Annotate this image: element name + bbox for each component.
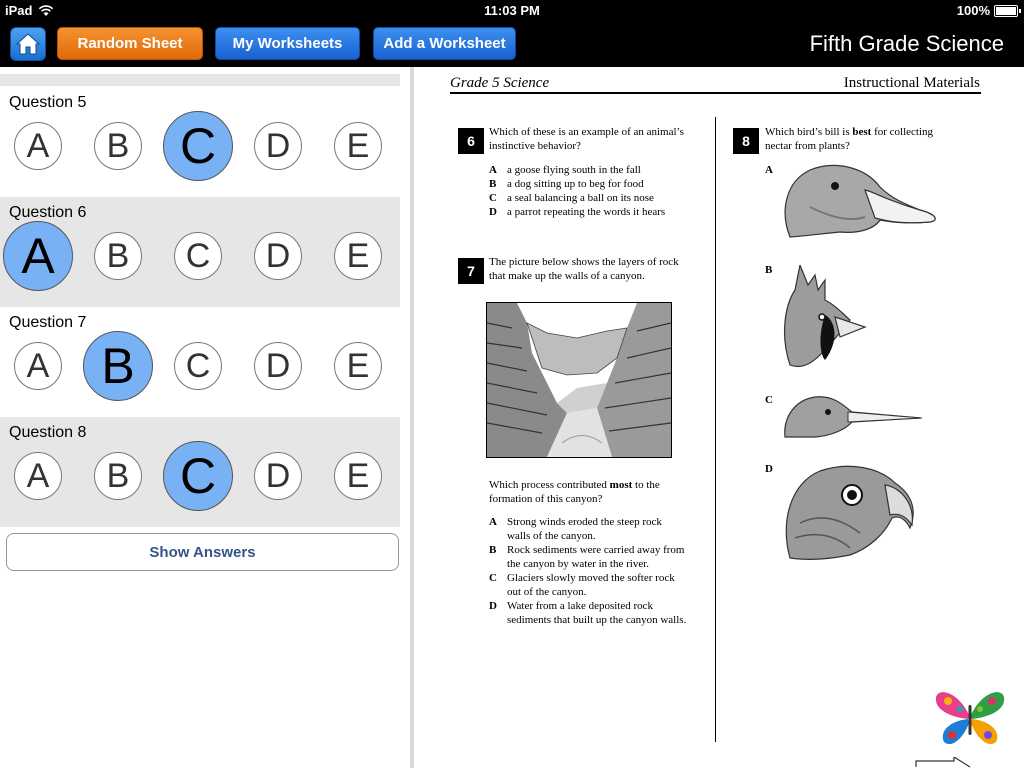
answer-letter: C <box>489 572 497 584</box>
question-text-line <box>489 478 660 492</box>
worksheet-page[interactable] <box>414 67 1024 768</box>
my-worksheets-button[interactable]: My Worksheets <box>215 27 360 60</box>
add-worksheet-button[interactable]: Add a Worksheet <box>373 27 516 60</box>
question-number-7: 7 <box>458 258 484 284</box>
toolbar <box>0 20 1024 67</box>
answer-text: Glaciers slowly moved the softer rock out of the canyon. <box>507 572 675 598</box>
question-label: Question 5 <box>9 94 87 111</box>
answer-text: Rock sediments were carried away from the canyon by water in the river. <box>507 544 685 570</box>
question-8-text <box>765 125 933 153</box>
answer-text: a parrot repeating the words it hears <box>507 206 666 218</box>
question-text-line: instinctive behavior? <box>489 140 581 152</box>
option-a-button[interactable]: A <box>14 452 62 500</box>
answer-letter: C <box>489 192 497 204</box>
option-c-button[interactable]: C <box>174 342 222 390</box>
prompt-part: Which process contributed <box>489 479 610 491</box>
option-e-button[interactable]: E <box>334 122 382 170</box>
question-text-line: Which of these is an example of an animal’s <box>489 126 684 138</box>
status-bar <box>0 0 1024 20</box>
answer-letter: B <box>489 178 497 190</box>
answer-choice <box>489 515 714 543</box>
answer-choice <box>489 571 714 599</box>
question-text-line: The picture below shows the layers of rock <box>489 256 679 268</box>
bird-option-letter: A <box>765 164 773 176</box>
canyon-illustration <box>486 302 672 458</box>
answer-text: a goose flying south in the fall <box>507 164 641 176</box>
status-time: 11:03 PM <box>484 3 540 18</box>
bird-option-letter: B <box>765 264 773 276</box>
next-page-arrow-icon[interactable] <box>914 757 974 768</box>
option-b-button[interactable]: B <box>94 122 142 170</box>
option-b-button[interactable]: B <box>94 452 142 500</box>
question-row <box>0 197 400 307</box>
option-a-button[interactable]: A <box>3 221 73 291</box>
bird-option-letter: D <box>765 463 773 475</box>
question-7-prompt <box>489 478 660 506</box>
question-text-line <box>765 125 933 139</box>
option-b-button[interactable]: B <box>94 232 142 280</box>
answer-text: Water from a lake deposited rock sediments that built up the canyon walls. <box>507 600 687 626</box>
answer-letter: B <box>489 544 497 556</box>
question-number-6: 6 <box>458 128 484 154</box>
prompt-part: Which bird’s bill is <box>765 126 853 138</box>
question-label: Question 7 <box>9 314 87 331</box>
option-b-button[interactable]: B <box>83 331 153 401</box>
device-name: iPad <box>5 3 33 18</box>
home-icon <box>15 32 41 56</box>
question-text-line: nectar from plants? <box>765 140 850 152</box>
prompt-emphasis: best <box>852 126 872 138</box>
question-row <box>0 307 400 417</box>
question-number-8: 8 <box>733 128 759 154</box>
option-d-button[interactable]: D <box>254 122 302 170</box>
battery-percent: 100% <box>956 3 990 18</box>
answer-panel <box>0 67 410 768</box>
cardinal-head-illustration <box>780 265 870 371</box>
prompt-emphasis: most <box>609 479 633 491</box>
option-a-button[interactable]: A <box>14 342 62 390</box>
question-row <box>0 87 400 197</box>
status-right <box>957 3 1018 18</box>
worksheet-header-right: Instructional Materials <box>843 75 980 91</box>
option-c-button[interactable]: C <box>163 441 233 511</box>
question-7-text <box>489 255 679 283</box>
question-text-line: that make up the walls of a canyon. <box>489 270 645 282</box>
header-rule <box>450 92 981 94</box>
question-label: Question 8 <box>9 424 87 441</box>
butterfly-logo-icon[interactable] <box>934 687 1006 749</box>
answer-choice <box>489 599 714 627</box>
option-d-button[interactable]: D <box>254 232 302 280</box>
answer-letter: D <box>489 600 497 612</box>
scroll-top-strip <box>0 74 400 86</box>
option-a-button[interactable]: A <box>14 122 62 170</box>
answer-letter: A <box>489 516 497 528</box>
duck-head-illustration <box>780 162 942 240</box>
answer-choice <box>489 205 665 219</box>
option-e-button[interactable]: E <box>334 452 382 500</box>
column-rule <box>715 117 716 742</box>
question-6-text <box>489 125 684 153</box>
app-title: Fifth Grade Science <box>809 31 1004 56</box>
question-row <box>0 417 400 527</box>
question-text-line: formation of this canyon? <box>489 493 603 505</box>
option-d-button[interactable]: D <box>254 452 302 500</box>
question-7-answers <box>489 515 714 627</box>
battery-icon <box>994 5 1018 17</box>
prompt-part: for collecting <box>871 126 934 138</box>
answer-text: Strong winds eroded the steep rock walls of the canyon. <box>507 516 662 542</box>
question-6-answers <box>489 163 665 219</box>
home-button[interactable] <box>10 27 46 61</box>
answer-text: a dog sitting up to beg for food <box>507 178 644 190</box>
bird-option-letter: C <box>765 394 773 406</box>
worksheet-header-left: Grade 5 Science <box>450 75 550 91</box>
answer-choice <box>489 177 665 191</box>
answer-choice <box>489 163 665 177</box>
answer-letter: D <box>489 206 497 218</box>
option-e-button[interactable]: E <box>334 342 382 390</box>
option-e-button[interactable]: E <box>334 232 382 280</box>
answer-text: a seal balancing a ball on its nose <box>507 192 654 204</box>
option-c-button[interactable]: C <box>174 232 222 280</box>
hummingbird-head-illustration <box>780 392 926 440</box>
random-sheet-button[interactable]: Random Sheet <box>57 27 203 60</box>
question-label: Question 6 <box>9 204 87 221</box>
option-d-button[interactable]: D <box>254 342 302 390</box>
prompt-part: to the <box>632 479 660 491</box>
show-answers-button[interactable]: Show Answers <box>6 533 399 571</box>
hawk-head-illustration <box>780 463 920 561</box>
answer-choice <box>489 543 714 571</box>
answer-choice <box>489 191 665 205</box>
option-c-button[interactable]: C <box>163 111 233 181</box>
answer-letter: A <box>489 164 497 176</box>
